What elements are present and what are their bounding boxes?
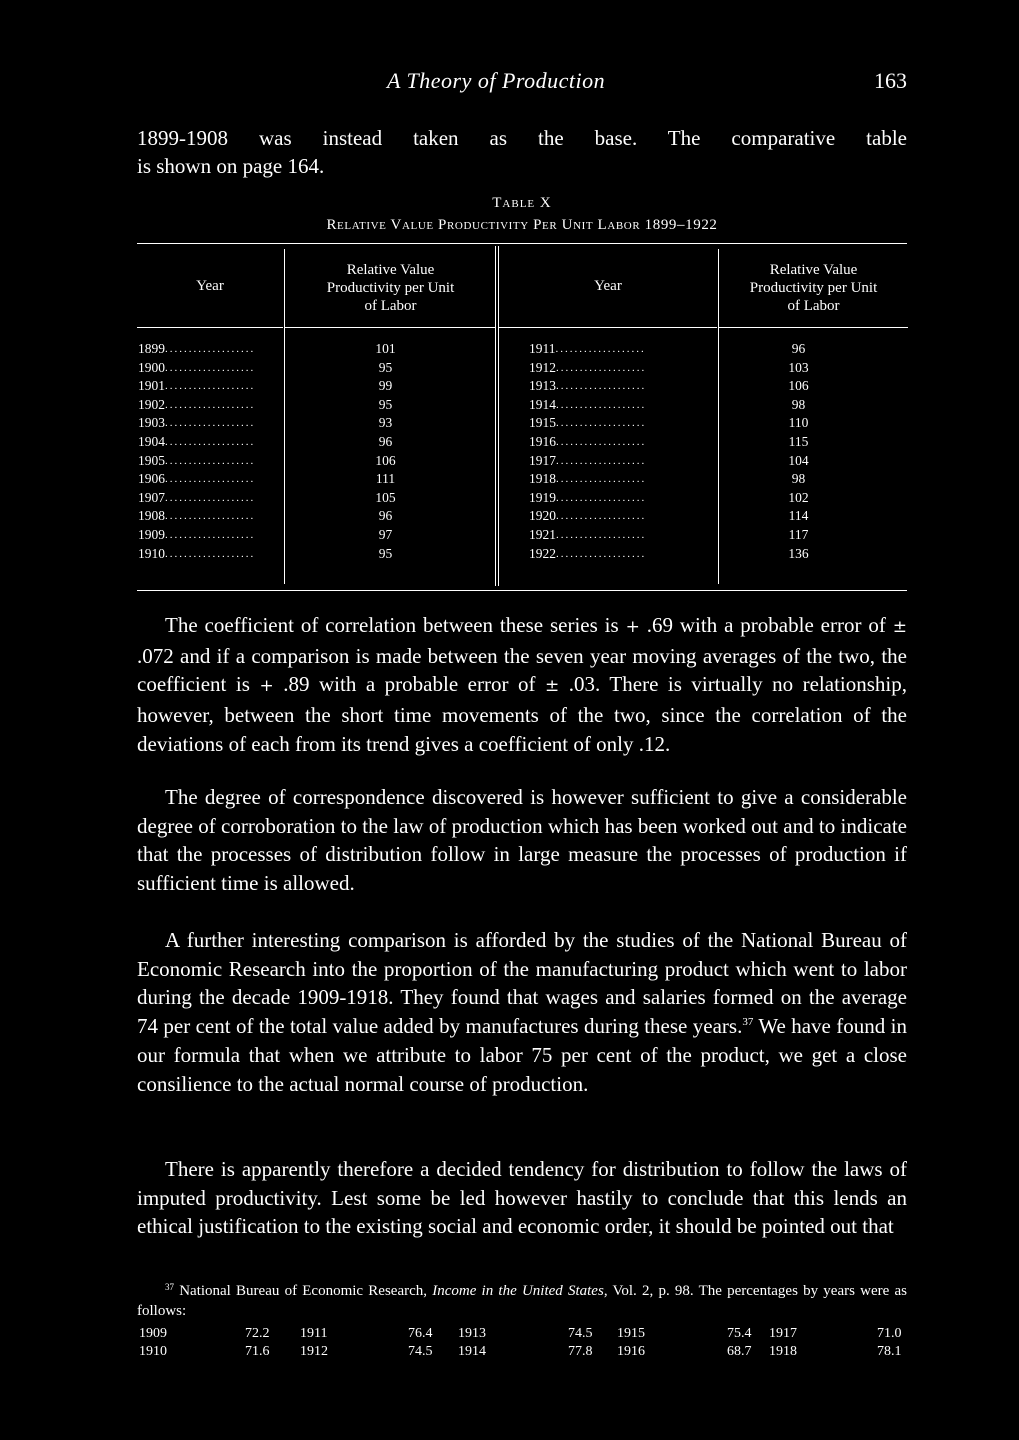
footnote-row: 1909 72.2 1911 76.4 1913 74.5 1915 75.4 1917 71.0 [139, 1326, 902, 1341]
table-row: 1921 ................... [529, 526, 647, 542]
table-row: 1917 ................... [529, 452, 647, 468]
table-row: 1902 ................... [138, 396, 256, 412]
plus-minus-sign: ± [545, 676, 560, 697]
value-header: Relative Value Productivity per Unit of Labor [719, 249, 908, 328]
table-cell: 103 [788, 359, 809, 375]
intro-paragraph [137, 124, 907, 180]
footnote-row: 1910 71.6 1912 74.5 1914 77.8 1916 68.7 1918 78.1 [139, 1344, 902, 1359]
table-cell: 102 [788, 489, 809, 505]
table-cell: 95 [378, 359, 393, 375]
table-cell: 117 [788, 526, 809, 542]
footnote-percentages-table [137, 1325, 907, 1361]
table-caption [137, 192, 907, 236]
table-cell: 96 [378, 433, 393, 449]
table-cell: 93 [378, 415, 393, 431]
table-cell: 97 [378, 526, 393, 542]
intro-line-1: 1899-1908 was instead taken as the base. The comparative table [137, 126, 907, 150]
table-row: 1913 ................... [529, 378, 647, 394]
value-column [284, 249, 496, 584]
footnote-reference[interactable]: 37 [742, 1016, 754, 1029]
table-cell: 95 [378, 545, 393, 561]
table-row: 1906 ................... [138, 471, 256, 487]
year-header: Year [499, 244, 717, 328]
table-cell: 104 [788, 452, 809, 468]
paragraph-nber-comparison: A further interesting comparison is afforded by the studies of the National Bureau of Economic Research into the proportion of the manufacturing product which went to labor during the decade 1909-1918. They found that wages and salaries formed on the average 74 per cent of the total value added by manufactures during these years.$^{37}$ We have found in our formula that when we attribute to labor 75 per cent of the product, we get a close consilience to the actual normal course of production. [137, 928, 907, 1096]
table-row: 1907 ................... [138, 489, 256, 505]
running-title: A Theory of Production [387, 68, 606, 93]
value-column [718, 249, 908, 584]
table-row: 1901 ................... [138, 378, 256, 394]
running-head [137, 68, 907, 98]
table-cell: 105 [375, 489, 396, 505]
table-cell: 115 [788, 433, 809, 449]
table-row: 1920 ................... [529, 508, 647, 524]
table-cell: 98 [791, 471, 806, 487]
table-row: 1914 ................... [529, 396, 647, 412]
cited-title: Income in the United States [432, 1283, 604, 1299]
table-cell: 114 [788, 508, 809, 524]
table-cell: 136 [788, 545, 809, 561]
table-row: 1904 ................... [138, 433, 256, 449]
year-header: Year [137, 244, 283, 328]
paragraph-correlation: The coefficient of correlation between these series is + .69 with a probable error of ± .072 and if a comparison is made between the seven year moving averages of the two, the coefficient is + .89 with a probable error of ± .03. There is virtually no relationship, however, between the short time movements of the two, since the correlation of the deviations of each from its trend gives a coefficient of only .12. [137, 613, 908, 756]
table-row: 1918 ................... [529, 471, 647, 487]
table-row: 1900 ................... [138, 359, 256, 375]
plus-minus-sign: ± [892, 617, 908, 637]
table-row: 1899 ................... [138, 341, 256, 356]
year-rows [499, 328, 717, 563]
table-cell: 106 [788, 378, 809, 394]
table-right-half [499, 244, 907, 590]
table-left-half [137, 244, 495, 590]
table-row: 1908 ................... [138, 508, 256, 524]
footnote-marker: 37 [165, 1282, 174, 1292]
plus-sign: + [625, 617, 640, 637]
table-row: 1909 ................... [138, 526, 256, 542]
year-column [499, 244, 717, 584]
table-title: Relative Value Productivity Per Unit Labor 1899–1922 [326, 217, 718, 233]
table-cell: 98 [791, 396, 806, 412]
year-column [137, 244, 283, 584]
value-rows [719, 328, 908, 563]
table-row: 1912 ................... [529, 359, 647, 375]
table-cell: 99 [378, 378, 393, 394]
plus-sign: + [259, 676, 274, 697]
table-row: 1903 ................... [138, 415, 256, 431]
page-number: 163 [874, 68, 907, 93]
value-rows [285, 328, 496, 563]
table-row: 1910 ................... [138, 545, 256, 561]
table-cell: 96 [378, 508, 393, 524]
table-cell: 101 [375, 341, 396, 356]
table-cell: 96 [791, 341, 806, 356]
table-row: 1915 ................... [529, 415, 647, 431]
table-number: Table X [492, 195, 552, 211]
table-row: 1919 ................... [529, 489, 647, 505]
table-row: 1922 ................... [529, 545, 647, 561]
table-cell: 95 [378, 396, 393, 412]
table-cell: 110 [788, 415, 809, 431]
table-cell: 106 [375, 452, 396, 468]
table-row: 1916 ................... [529, 433, 647, 449]
table-row: 1911 ................... [529, 341, 646, 356]
productivity-table [137, 243, 907, 591]
footnote-37: $^{37}$ National Bureau of Economic Research, Income in the United States, Vol. 2, p. 98. The percentages by years were as follows: 1909 72.2 1911 76.4 1913 74.5 1915 75.4 1917 71.0 1910 71.6 1912 74.5 1914 77.8 1916 68.7 1918 78.1 [137, 1282, 907, 1359]
value-header: Relative Value Productivity per Unit of Labor [285, 249, 496, 328]
paragraph-correspondence: The degree of correspondence discovered is however sufficient to give a considerable degree of corroboration to the law of production which has been worked out and to indicate that the processes of distribution follow in large measure the processes of production if sufficient time is allowed. [137, 785, 907, 896]
intro-line-2: is shown on page 164. [137, 154, 325, 178]
paragraph-distribution: There is apparently therefore a decided tendency for distribution to follow the laws of imputed productivity. Lest some be led however hastily to conclude that this lends an ethical justification to the existing social and economic order, it should be pointed out that [137, 1157, 907, 1239]
table-cell: 111 [375, 471, 396, 487]
table-row: 1905 ................... [138, 452, 256, 468]
year-rows [137, 328, 283, 563]
